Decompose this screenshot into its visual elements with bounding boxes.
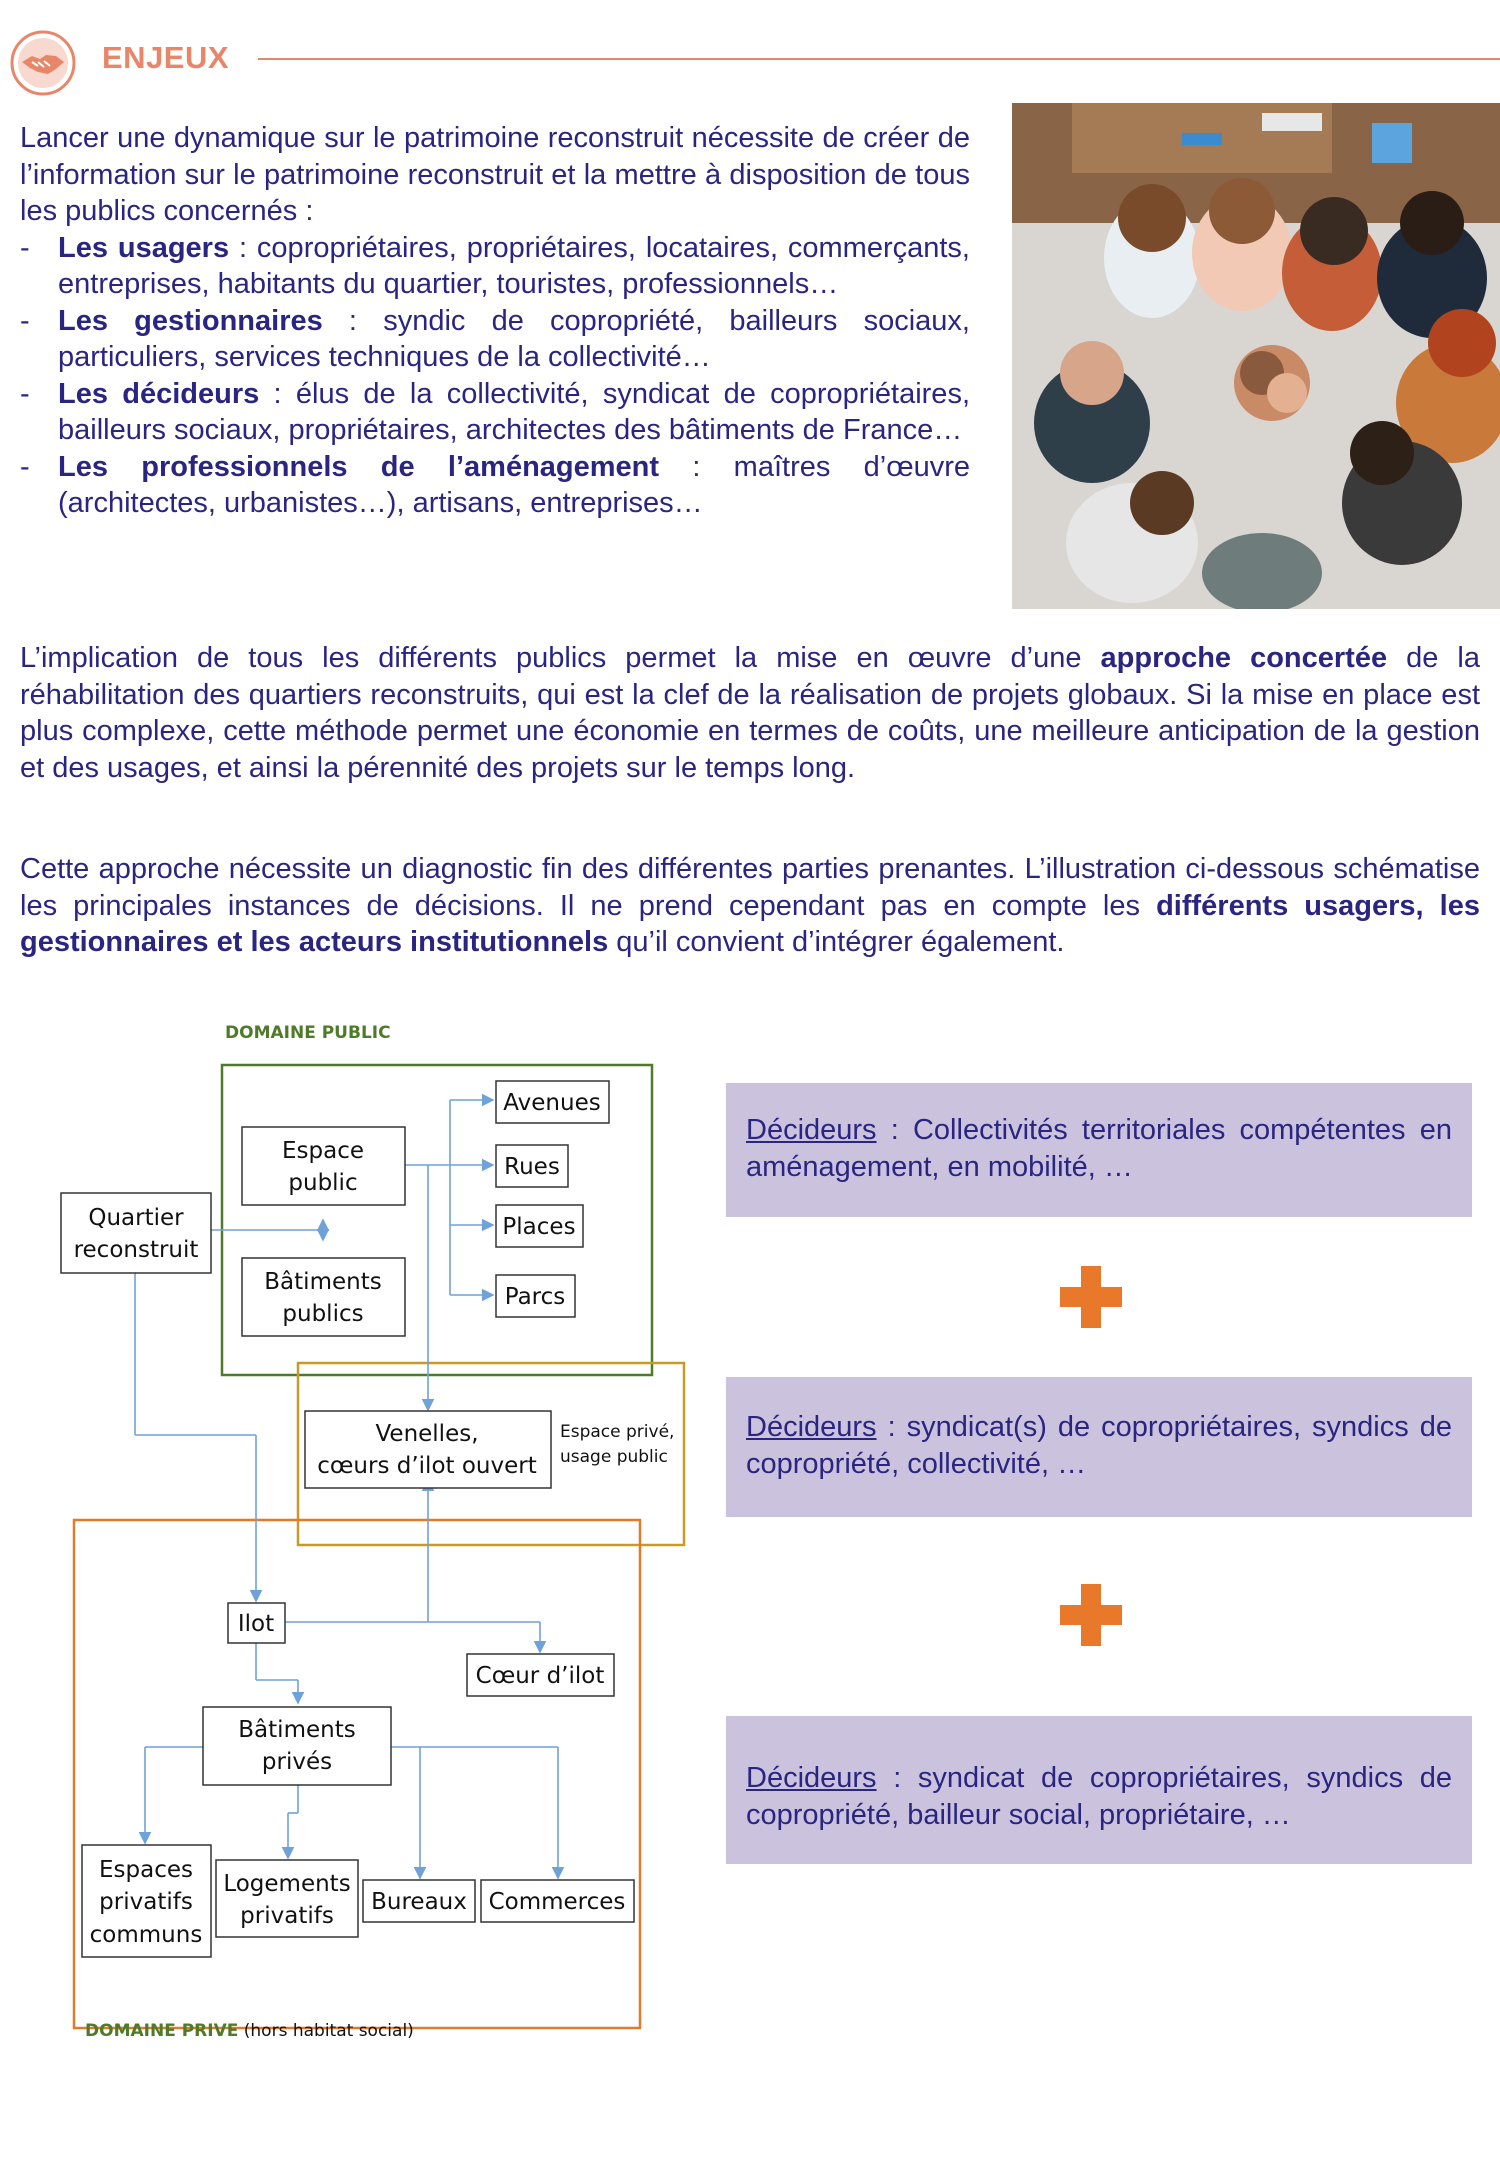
intro-lead: Lancer une dynamique sur le patrimoine reconstruit nécessite de créer de l’information sur le patrimoine reconstruit et la mettre à disposition de tous les publics concernés : xyxy=(20,122,970,227)
decideurs-label: Décideurs xyxy=(746,1762,877,1794)
svg-text:Venelles,: Venelles, xyxy=(375,1421,479,1447)
bullet-dash: - xyxy=(20,450,30,483)
decideurs-label: Décideurs xyxy=(746,1114,877,1146)
usage-public-label: usage public xyxy=(560,1447,668,1467)
node-commerces xyxy=(481,1880,634,1922)
domaine-public-label: DOMAINE PUBLIC xyxy=(225,1023,391,1043)
node-rues xyxy=(496,1145,568,1187)
team-hands-photo xyxy=(1012,103,1500,609)
node-venelles xyxy=(305,1411,551,1488)
bullet-term: Les décideurs xyxy=(58,377,260,410)
svg-text:public: public xyxy=(288,1170,358,1196)
decideurs-text: : syndicat de copropriétaires, syndics de copropriété, bailleur social, propriétaire, … xyxy=(746,1762,1452,1831)
bullet-term: Les usagers xyxy=(58,231,230,264)
svg-text:Commerces: Commerces xyxy=(488,1889,626,1915)
svg-text:Bâtiments: Bâtiments xyxy=(264,1269,382,1295)
bullet-text: : maîtres d’œuvre (architectes, urbanistes…), artisans, entreprises… xyxy=(58,450,970,519)
paragraph-bold: différents usagers, les gestionnaires et les acteurs institutionnels xyxy=(20,889,1480,958)
decision-diagram xyxy=(0,1015,720,2045)
paragraph-text: L’implication de tous les différents publics permet la mise en œuvre d’une xyxy=(20,642,1101,674)
decideurs-box-public xyxy=(726,1083,1472,1217)
node-avenues xyxy=(496,1081,609,1123)
svg-text:reconstruit: reconstruit xyxy=(73,1237,199,1263)
svg-text:privatifs: privatifs xyxy=(99,1889,193,1915)
node-batiments-publics xyxy=(242,1258,405,1336)
node-espace-public xyxy=(242,1127,405,1205)
node-coeur-ilot xyxy=(467,1654,614,1696)
svg-text:Logements: Logements xyxy=(223,1871,351,1897)
node-espaces-privatifs-communs xyxy=(82,1845,211,1957)
svg-text:Parcs: Parcs xyxy=(504,1284,566,1310)
svg-text:Rues: Rues xyxy=(504,1154,560,1180)
paragraph-text: de la réhabilitation des quartiers reconstruits, qui est la clef de la réalisation de projets globaux. Si la mise en place est plus complexe, cette méthode permet une économie en termes de coûts, une meilleure anticipation de la gestion et des usages, et ainsi la pérennité des projets sur le temps long. xyxy=(20,642,1480,784)
paragraph-text: qu’il convient d’intégrer également. xyxy=(608,926,1065,958)
bullet-text: : élus de la collectivité, syndicat de copropriétaires, bailleurs sociaux, propriétaires, architectes des bâtiments de France… xyxy=(58,377,970,446)
node-batiments-prives xyxy=(203,1707,391,1785)
node-quartier-reconstruit xyxy=(61,1193,211,1273)
handshake-icon xyxy=(8,28,78,98)
node-places xyxy=(496,1205,583,1247)
svg-text:Ilot: Ilot xyxy=(237,1611,275,1637)
audience-list xyxy=(20,230,970,522)
svg-text:publics: publics xyxy=(282,1301,364,1327)
bullet-dash: - xyxy=(20,231,30,264)
node-parcs xyxy=(496,1275,575,1317)
paragraph-concertation xyxy=(20,640,1480,786)
svg-text:privatifs: privatifs xyxy=(240,1903,334,1929)
svg-text:Bureaux: Bureaux xyxy=(371,1889,467,1915)
node-logements-privatifs xyxy=(216,1860,358,1937)
paragraph-diagnostic xyxy=(20,851,1480,961)
node-ilot xyxy=(228,1603,285,1643)
bullet-term: Les professionnels de l’aménagement xyxy=(58,450,660,483)
bullet-text: : copropriétaires, propriétaires, locataires, commerçants, entreprises, habitants du quartier, touristes, professionnels… xyxy=(58,231,970,300)
plus-icon xyxy=(1060,1584,1122,1646)
svg-text:cœurs d’ilot ouvert: cœurs d’ilot ouvert xyxy=(317,1453,537,1479)
paragraph-bold: approche concertée xyxy=(1100,642,1388,674)
list-item xyxy=(20,230,970,303)
decideurs-text: : Collectivités territoriales compétentes en aménagement, en mobilité, … xyxy=(746,1114,1452,1183)
svg-text:Bâtiments: Bâtiments xyxy=(238,1717,356,1743)
list-item xyxy=(20,449,970,522)
node-bureaux xyxy=(363,1880,475,1922)
svg-text:Avenues: Avenues xyxy=(503,1090,601,1116)
svg-text:Cœur d’ilot: Cœur d’ilot xyxy=(475,1663,605,1689)
intro-block xyxy=(20,120,970,522)
svg-text:privés: privés xyxy=(261,1749,333,1775)
section-title: ENJEUX xyxy=(102,40,230,75)
svg-text:Espaces: Espaces xyxy=(99,1857,193,1883)
header-divider xyxy=(258,58,1500,60)
svg-text:Places: Places xyxy=(502,1214,576,1240)
bullet-dash: - xyxy=(20,304,30,337)
decideurs-box-venelles xyxy=(726,1377,1472,1517)
list-item xyxy=(20,376,970,449)
plus-icon xyxy=(1060,1266,1122,1328)
decideurs-label: Décideurs xyxy=(746,1411,877,1443)
svg-text:communs: communs xyxy=(89,1922,203,1948)
bullet-text: : syndic de copropriété, bailleurs sociaux, particuliers, services techniques de la collectivité… xyxy=(58,304,970,373)
svg-text:Quartier: Quartier xyxy=(88,1205,184,1231)
bullet-dash: - xyxy=(20,377,30,410)
bullet-term: Les gestionnaires xyxy=(58,304,323,337)
decideurs-text: : syndicat(s) de copropriétaires, syndics de copropriété, collectivité, … xyxy=(746,1411,1452,1480)
paragraph-text: Cette approche nécessite un diagnostic fin des différentes parties prenantes. L’illustration ci-dessous schématise les principales instances de décisions. Il ne prend cependant pas en compte les xyxy=(20,853,1480,922)
list-item xyxy=(20,303,970,376)
espace-prive-label: Espace privé, xyxy=(560,1422,675,1442)
svg-text:Espace: Espace xyxy=(281,1138,365,1164)
domaine-prive-label: DOMAINE PRIVE (hors habitat social) xyxy=(85,2021,414,2041)
decideurs-box-prive xyxy=(726,1716,1472,1864)
